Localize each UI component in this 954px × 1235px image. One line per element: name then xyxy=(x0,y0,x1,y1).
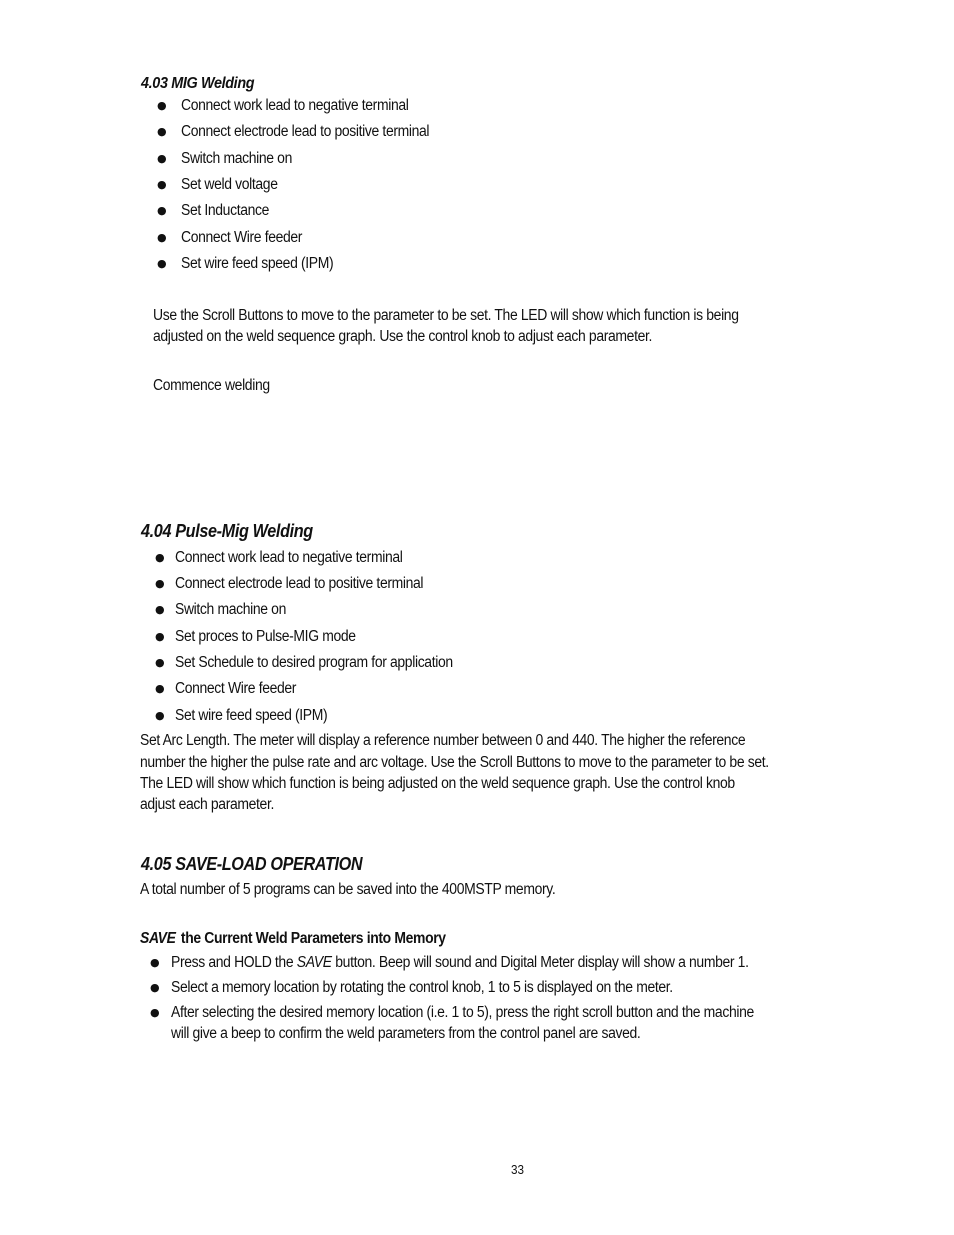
list-item: After selecting the desired memory location (i.e. 1 to 5), press the right scroll button and the machine xyxy=(171,1004,754,1021)
list-item: Connect electrode lead to positive terminal xyxy=(175,575,424,592)
list-item: Switch machine on xyxy=(175,601,286,618)
intro-line: A total number of 5 programs can be saved into the 400MSTP memory. xyxy=(140,881,556,898)
bullet-icon: ● xyxy=(155,551,165,564)
save-keyword: SAVE xyxy=(296,954,332,971)
list-item: Set Schedule to desired program for application xyxy=(175,654,453,671)
bullet-icon: ● xyxy=(155,577,165,590)
section-heading-save-load: 4.05 SAVE-LOAD OPERATION xyxy=(141,854,363,874)
bullet-icon: ● xyxy=(155,630,165,643)
bullet-icon: ● xyxy=(150,1006,160,1019)
paragraph-line: adjusted on the weld sequence graph. Use the control knob to adjust each parameter. xyxy=(153,328,653,345)
bullet-icon: ● xyxy=(157,152,167,165)
paragraph-line: adjust each parameter. xyxy=(140,796,275,813)
list-item-text: Press and HOLD the xyxy=(171,954,297,971)
list-item: Set weld voltage xyxy=(181,176,278,193)
bullet-icon: ● xyxy=(157,204,167,217)
closing-line: Commence welding xyxy=(153,377,270,394)
list-item: Select a memory location by rotating the control knob, 1 to 5 is displayed on the meter. xyxy=(171,979,673,996)
list-item: Connect Wire feeder xyxy=(175,680,297,697)
list-item-text: button. Beep will sound and Digital Meter display will show a number 1. xyxy=(331,954,749,971)
paragraph-line: Use the Scroll Buttons to move to the parameter to be set. The LED will show which function is being xyxy=(153,307,739,324)
bullet-icon: ● xyxy=(157,99,167,112)
subheading-keyword: SAVE xyxy=(140,930,176,947)
bullet-icon: ● xyxy=(155,709,165,722)
bullet-icon: ● xyxy=(150,956,160,969)
list-item: Set wire feed speed (IPM) xyxy=(175,707,328,724)
paragraph-line: The LED will show which function is being adjusted on the weld sequence graph. Use the control knob xyxy=(140,775,735,792)
subheading-save-parameters xyxy=(140,929,446,949)
list-item: Connect electrode lead to positive terminal xyxy=(181,123,430,140)
page-number: 33 xyxy=(511,1162,525,1177)
bullet-icon: ● xyxy=(157,257,167,270)
list-item: Connect work lead to negative terminal xyxy=(181,97,409,114)
list-item: Set wire feed speed (IPM) xyxy=(181,255,334,272)
bullet-icon: ● xyxy=(155,603,165,616)
bullet-icon: ● xyxy=(155,682,165,695)
section-heading-pulse-mig-welding: 4.04 Pulse-Mig Welding xyxy=(141,521,313,541)
subheading-rest: the Current Weld Parameters into Memory xyxy=(180,930,446,947)
bullet-icon: ● xyxy=(157,178,167,191)
list-item: Switch machine on xyxy=(181,150,292,167)
list-item xyxy=(171,953,749,973)
list-item: Set proces to Pulse-MIG mode xyxy=(175,628,356,645)
paragraph-line: Set Arc Length. The meter will display a reference number between 0 and 440. The higher the reference xyxy=(140,732,746,749)
paragraph-line: number the higher the pulse rate and arc voltage. Use the Scroll Buttons to move to the parameter to be set. xyxy=(140,754,769,771)
bullet-icon: ● xyxy=(150,981,160,994)
bullet-icon: ● xyxy=(157,231,167,244)
list-item: Connect Wire feeder xyxy=(181,229,303,246)
list-item-continuation: will give a beep to confirm the weld parameters from the control panel are saved. xyxy=(171,1025,641,1042)
list-item: Set Inductance xyxy=(181,202,270,219)
list-item: Connect work lead to negative terminal xyxy=(175,549,403,566)
bullet-icon: ● xyxy=(157,125,167,138)
bullet-icon: ● xyxy=(155,656,165,669)
section-heading-mig-welding: 4.03 MIG Welding xyxy=(141,75,255,92)
